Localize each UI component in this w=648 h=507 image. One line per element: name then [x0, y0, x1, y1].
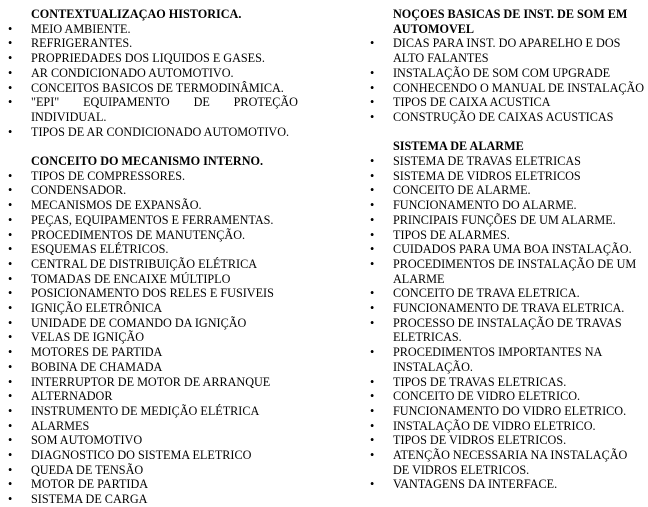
alarm-system-list — [370, 154, 646, 492]
list-item: • AR CONDICIONADO AUTOMOTIVO. — [8, 66, 298, 81]
list-item: • INTERRUPTOR DE MOTOR DE ARRANQUE — [8, 375, 298, 390]
list-item: • MEIO AMBIENTE. — [8, 22, 298, 37]
section-title-internal-mechanism: CONCEITO DO MECANISMO INTERNO. — [31, 154, 264, 169]
list-item: • CONCEITO DE ALARME. — [370, 183, 646, 198]
list-item: • TIPOS DE COMPRESSORES. — [8, 169, 298, 184]
list-item: • FUNCIONAMENTO DE TRAVA ELETRICA. — [370, 301, 646, 316]
list-item: • TOMADAS DE ENCAIXE MÚLTIPLO — [8, 272, 298, 287]
section-title-alarm-system: SISTEMA DE ALARME — [393, 139, 524, 154]
list-item: • MOTOR DE PARTIDA — [8, 477, 298, 492]
list-item: • ALTERNADOR — [8, 389, 298, 404]
list-item: • REFRIGERANTES. — [8, 36, 298, 51]
list-item: • CONDENSADOR. — [8, 183, 298, 198]
list-item: • SOM AUTOMOTIVO — [8, 433, 298, 448]
list-item: • MECANISMOS DE EXPANSÃO. — [8, 198, 298, 213]
list-item: • INSTALAÇÃO DE SOM COM UPGRADE — [370, 66, 646, 81]
list-item: • FUNCIONAMENTO DO ALARME. — [370, 198, 646, 213]
list-item: • TIPOS DE TRAVAS ELETRICAS. — [370, 375, 646, 390]
list-item: • CONCEITO DE VIDRO ELETRICO. — [370, 389, 646, 404]
list-item: • PROCEDIMENTOS DE INSTALAÇÃO DE UM ALARME — [370, 257, 646, 286]
list-item: • TIPOS DE ALARMES. — [370, 228, 646, 243]
list-item: • DIAGNOSTICO DO SISTEMA ELETRICO — [8, 448, 298, 463]
list-item: • DICAS PARA INST. DO APARELHO E DOS ALTO FALANTES — [370, 36, 646, 65]
right-column — [370, 7, 646, 492]
list-item: • ATENÇÃO NECESSARIA NA INSTALAÇÃO DE VIDROS ELETRICOS. — [370, 448, 646, 477]
list-item: • VELAS DE IGNIÇÃO — [8, 330, 298, 345]
list-item: • INSTALAÇÃO DE VIDRO ELETRICO. — [370, 419, 646, 434]
list-item: • BOBINA DE CHAMADA — [8, 360, 298, 375]
list-item: • PRINCIPAIS FUNÇÕES DE UM ALARME. — [370, 213, 646, 228]
list-item: • CONCEITO DE TRAVA ELETRICA. — [370, 286, 646, 301]
list-item: • CENTRAL DE DISTRIBUIÇÃO ELÉTRICA — [8, 257, 298, 272]
section-gap — [8, 139, 298, 154]
list-item: • INSTRUMENTO DE MEDIÇÃO ELÉTRICA — [8, 404, 298, 419]
internal-mechanism-list — [8, 169, 298, 507]
list-item: • PROPRIEDADES DOS LIQUIDOS E GASES. — [8, 51, 298, 66]
list-item: • MOTORES DE PARTIDA — [8, 345, 298, 360]
section-gap — [370, 125, 646, 140]
list-item: • PROCESSO DE INSTALAÇÃO DE TRAVAS ELETRICAS. — [370, 316, 646, 345]
list-item: • PROCEDIMENTOS IMPORTANTES NA INSTALAÇÃO. — [370, 345, 646, 374]
list-item: • TIPOS DE CAIXA ACUSTICA — [370, 95, 646, 110]
historical-context-list — [8, 22, 298, 140]
list-item: • PEÇAS, EQUIPAMENTOS E FERRAMENTAS. — [8, 213, 298, 228]
list-item: • SISTEMA DE VIDROS ELETRICOS — [370, 169, 646, 184]
section-title-historical-context: CONTEXTUALIZAÇAO HISTORICA. — [31, 7, 242, 21]
list-item: • POSICIONAMENTO DOS RELES E FUSIVEIS — [8, 286, 298, 301]
list-item: • UNIDADE DE COMANDO DA IGNIÇÃO — [8, 316, 298, 331]
list-item: • CONSTRUÇÃO DE CAIXAS ACUSTICAS — [370, 110, 646, 125]
left-column — [8, 7, 298, 507]
list-item: • CUIDADOS PARA UMA BOA INSTALAÇÃO. — [370, 242, 646, 257]
list-item: • SISTEMA DE TRAVAS ELETRICAS — [370, 154, 646, 169]
list-item: • IGNIÇÃO ELETRÔNICA — [8, 301, 298, 316]
list-item: • QUEDA DE TENSÃO — [8, 463, 298, 478]
sound-installation-list — [370, 36, 646, 124]
list-item: • CONCEITOS BASICOS DE TERMODINÂMICA. — [8, 81, 298, 96]
list-item: • VANTAGENS DA INTERFACE. — [370, 477, 646, 492]
list-item: • FUNCIONAMENTO DO VIDRO ELETRICO. — [370, 404, 646, 419]
list-item: • CONHECENDO O MANUAL DE INSTALAÇÃO — [370, 81, 646, 96]
list-item: • TIPOS DE VIDROS ELETRICOS. — [370, 433, 646, 448]
list-item: • SISTEMA DE CARGA — [8, 492, 298, 507]
epi-text — [31, 95, 298, 124]
list-item: • PROCEDIMENTOS DE MANUTENÇÃO. — [8, 228, 298, 243]
epi-second-line: INDIVIDUAL. — [31, 109, 107, 124]
section-title-sound-installation: NOÇOES BASICAS DE INST. DE SOM EM AUTOMOVEL — [393, 7, 628, 36]
list-item: • ALARMES — [8, 419, 298, 434]
list-item: • TIPOS DE AR CONDICIONADO AUTOMOTIVO. — [8, 125, 298, 140]
epi-first-line: • "EPI" EQUIPAMENTO DE PROTEÇÃO — [31, 95, 298, 110]
list-item-epi — [8, 95, 298, 124]
list-item: • ESQUEMAS ELÉTRICOS. — [8, 242, 298, 257]
